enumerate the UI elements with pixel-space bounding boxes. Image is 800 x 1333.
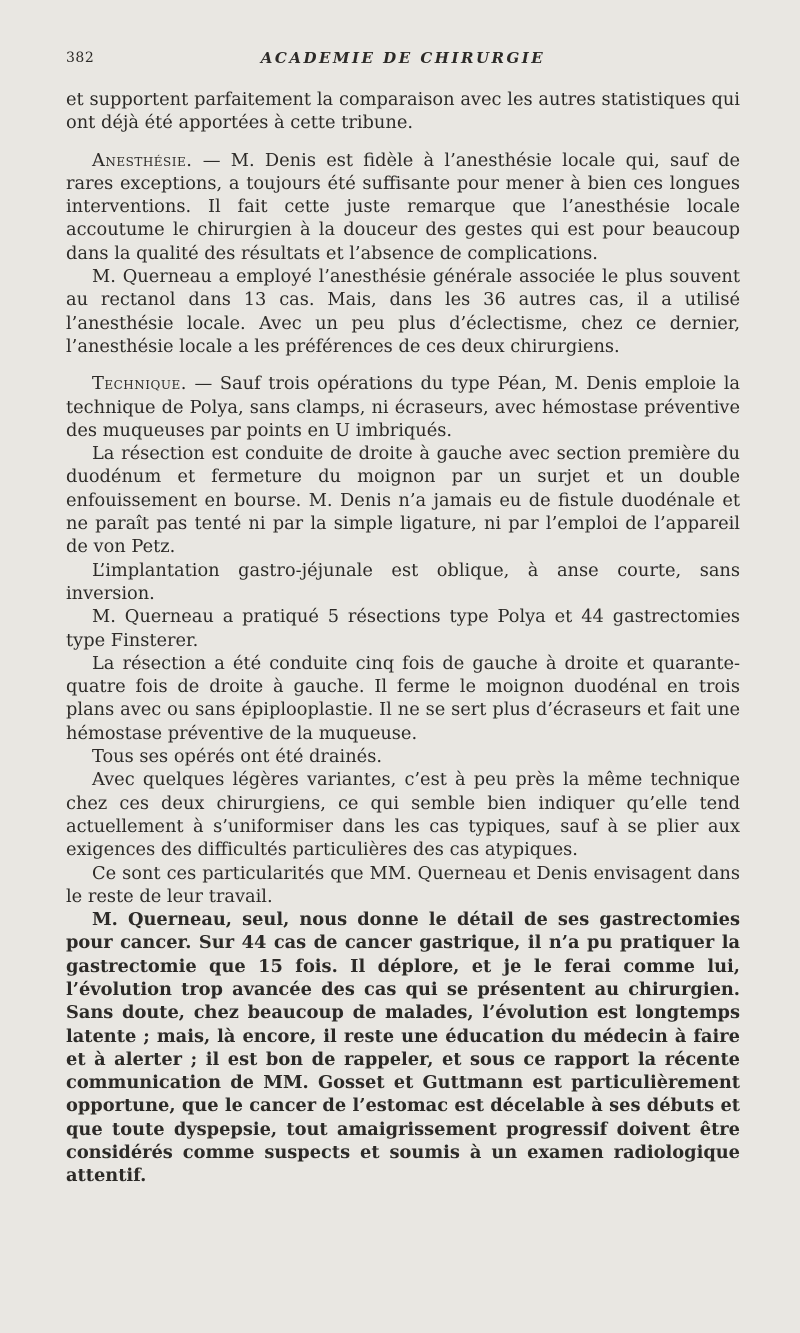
paragraph: M. Querneau a pratiqué 5 résections type Polya et 44 gastrectomies type Finsterer. [66,606,740,651]
paragraph: La résection est conduite de droite à gauche avec section première du duodénum et fermeture du moignon par un surjet et un double enfouissement en bourse. M. Denis n’a jamais eu de fistule duodénale et ne paraît pas tenté ni par la simple ligature, ni par l’emploi de l’appareil de von Petz. [66,443,740,558]
running-head: ACADEMIE DE CHIRURGIE [260,49,546,67]
paragraph: Ce sont ces particularités que MM. Querneau et Denis envisagent dans le reste de leur travail. [66,862,740,907]
page-header [66,50,740,74]
paragraph: M. Querneau, seul, nous donne le détail de ses gastrectomies pour cancer. Sur 44 cas de cancer gastrique, il n’a pu pratiquer la gastrectomie que 15 fois. Il déplore, et je le ferai comme lui, l’évolution trop avancée des cas qui se présentent au chirurgien. Sans doute, chez beaucoup de malades, l’évolution est longtemps latente ; mais, là encore, il reste une éducation du médecin à faire et à alerter ; il est bon de rappeler, et sous ce rapport la récente communication de MM. Gosset et Guttmann est particulièrement opportune, que le cancer de l’estomac est décelable à ses débuts et que toute dyspepsie, tout amaigrissement progressif doivent être considérés comme suspects et soumis à un examen radiologique attentif. [66,909,740,1187]
body-text [66,88,740,1188]
paragraph: M. Querneau a employé l’anesthésie générale associée le plus souvent au rectanol dans 13 cas. Mais, dans les 36 autres cas, il a utilisé l’anesthésie locale. Avec un peu plus d’éclectisme, chez ce dernier, l’anesthésie locale a les préférences de ces deux chirurgiens. [66,266,740,357]
paragraph: Avec quelques légères variantes, c’est à peu près la même technique chez ces deux chirurgiens, ce qui semble bien indiquer qu’elle tend actuellement à s’uniformiser dans les cas typiques, sauf à se plier aux exigences des difficultés particulières des cas atypiques. [66,769,740,861]
paragraph-technique [66,372,740,442]
paragraph: L’implantation gastro-jéjunale est oblique, à anse courte, sans inversion. [66,559,740,604]
paragraph-anesthesie [66,149,740,265]
page-number: 382 [66,50,95,66]
paragraph-text: — Sauf trois opérations du type Péan, M. Denis emploie la technique de Polya, sans clamps, ni écraseurs, avec hémostase préventive des muqueuses par points en U imbriqués. [66,373,740,441]
paragraph-text: — M. Denis est fidèle à l’anesthésie locale qui, sauf de rares exceptions, a toujours été suffisante pour mener à bien ces longues interventions. Il fait cette juste remarque que l’anesthésie locale accoutume le chirurgien à la douceur des gestes qui est pour beaucoup dans la qualité des résultats et l’absence de complications. [66,149,740,264]
section-heading-anesthesie: Anesthésie. [92,149,193,171]
paragraph: et supportent parfaitement la comparaison avec les autres statistiques qui ont déjà été apportées à cette tribune. [66,89,740,134]
section-heading-technique: Technique. [92,373,187,395]
paragraph: La résection a été conduite cinq fois de gauche à droite et quarante-quatre fois de droite à gauche. Il ferme le moignon duodénal en trois plans avec ou sans épiplooplastie. Il ne se sert plus d’écraseurs et fait une hémostase préventive de la muqueuse. [66,652,740,744]
paragraph: Tous ses opérés ont été drainés. [92,746,382,768]
